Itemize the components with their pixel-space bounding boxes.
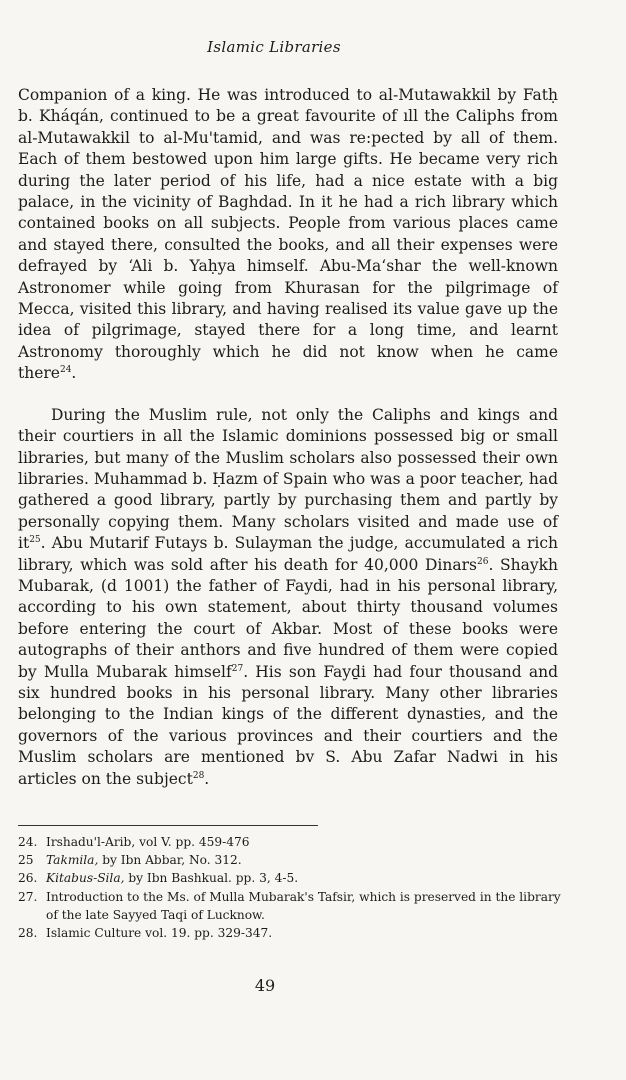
footnote-citation: Introduction to the Ms. of Mulla Mubarak's Tafsir, which is preserved in the library of the late Sayyed Taqi of Lucknow. <box>46 889 561 922</box>
footnote-citation: Islamic Culture vol. 19. pp. 329-347. <box>46 926 273 941</box>
paragraph <box>18 405 558 790</box>
page-number: 49 <box>254 976 276 995</box>
paragraph-text: . <box>204 769 210 788</box>
footnote-text <box>46 924 563 942</box>
paragraph-text: During the Muslim rule, not only the Caliphs and kings and their courtiers in all the Islamic dominions possessed big or small libraries, but many of the Muslim scholars also possessed their own libraries. Muhammad b. Ḥazm of Spain who was a poor teacher, had gathered a good library, partly by purchasing them and partly by personally copying them. Many scholars visited and made use of it <box>18 405 558 553</box>
footnote-number: 27. <box>18 889 38 904</box>
paragraph-text: . Abu Mutarif Futays b. Sulayman the judge, accumulated a rich library, which was sold after his death for 40,000 Dinars <box>18 534 558 574</box>
paragraph-text: Companion of a king. He was introduced to al-Mutawakkil by Fatḥ b. Kháqán, continued to be a great favourite of ıll the Caliphs from al-Mutawakkil to al-Mu'tamid, and was re:pected by all of them. Each of them bestowed upon him large gifts. He became very rich during the later period of his life, had a nice estate with a big palace, in the vicinity of Baghdad. In it he had a rich library which contained books on all subjects. People from various places came and stayed there, consulted the books, and all their expenses were defrayed by ‘Ali b. Yaḥya himself. Abu-Ma‘shar the well-known Astronomer while going from Khurasan for the pilgrimage of Mecca, visited this library, and having realised its value gave up the idea of pilgrimage, stayed there for a long time, and learnt Astronomy thoroughly which he did not know when he came there <box>18 86 558 383</box>
footnote <box>18 924 563 942</box>
footnote-text <box>46 888 563 924</box>
footnote-number: 24. <box>18 835 38 849</box>
footnote-ref: 24 <box>59 365 72 376</box>
paragraph-text: . <box>71 364 77 383</box>
footnote-ref: 28 <box>192 770 205 781</box>
footnote-number: 25 <box>18 853 34 868</box>
footnote <box>18 869 563 887</box>
footnote-title: Takmila, <box>46 853 99 868</box>
running-title: Islamic Libraries <box>207 38 341 56</box>
footnote <box>18 851 563 869</box>
footnotes <box>18 833 563 942</box>
paragraph-text: . Shaykh Mubarak, (d 1001) the father of Faydi, had in his personal library, according to his own statement, about thirty thousand volumes before entering the court of Akbar. Most of these books were autographs of their anthors and five hundred of them were copied by Mulla Mubarak himself <box>18 555 559 681</box>
footnote-title: Kitabus-Sila, <box>46 871 125 886</box>
footnote-ref: 27 <box>231 663 244 674</box>
paragraph <box>18 85 558 385</box>
footnote-text <box>46 869 563 887</box>
paragraph-text: . His son Fayḏi had four thousand and six hundred books in his personal library. Many other libraries belonging to the Indian kings of the different dynasties, and the governors of the various provinces and their courtiers and the Muslim scholars are mentioned bv S. Abu Zafar Nadwi in his articles on the subject <box>18 662 558 788</box>
footnote-number: 28. <box>18 926 38 941</box>
footnote <box>18 833 563 851</box>
footnote-citation: by Ibn Bashkual. pp. 3, 4-5. <box>124 871 299 886</box>
footnote-rule <box>18 825 318 826</box>
footnote-text <box>46 833 563 851</box>
footnote-text <box>46 851 563 869</box>
body-text <box>18 85 558 790</box>
footnote-ref: 26 <box>476 556 489 567</box>
footnote-number: 26. <box>18 871 38 886</box>
footnote-citation: Irshadu'l-Arib, vol V. pp. 459-476 <box>46 835 250 849</box>
footnote-citation: by Ibn Abbar, No. 312. <box>98 853 242 868</box>
footnote-ref: 25 <box>29 534 41 545</box>
footnote <box>18 888 563 924</box>
